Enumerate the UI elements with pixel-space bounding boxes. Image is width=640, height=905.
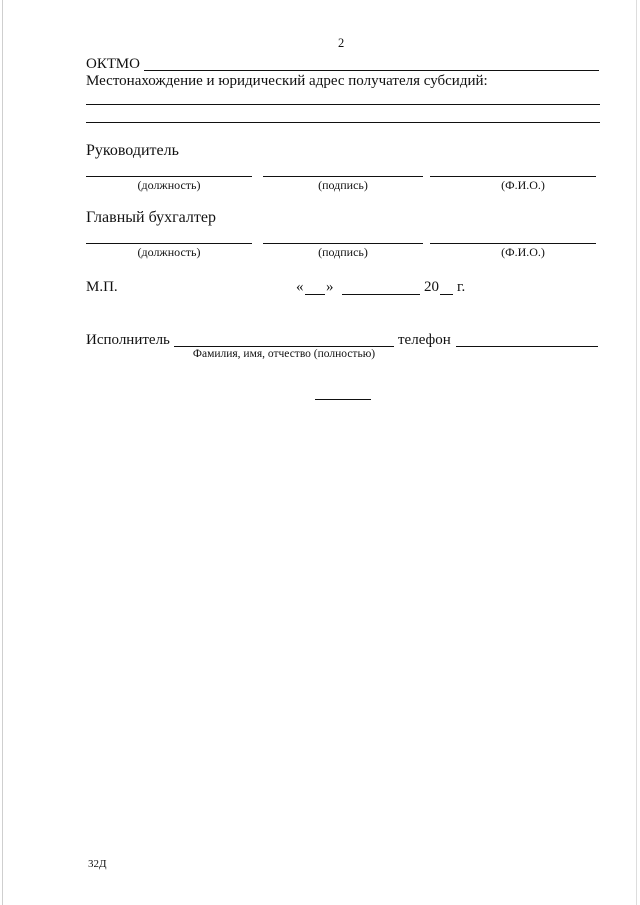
chief-accountant-name-caption: (Ф.И.О.) (501, 245, 545, 259)
chief-accountant-position-line (86, 243, 252, 244)
date-day-line (305, 294, 325, 295)
end-separator-line (315, 399, 371, 400)
head-name-line (430, 176, 596, 177)
footer-code: 32Д (88, 858, 107, 870)
chief-accountant-signature-caption: (подпись) (318, 245, 368, 259)
head-signature-line (263, 176, 423, 177)
head-position-caption: (должность) (137, 178, 201, 192)
phone-label: телефон (398, 332, 451, 348)
executor-label: Исполнитель (86, 332, 170, 348)
address-label: Местонахождение и юридический адрес получателя субсидий: (86, 73, 488, 89)
stamp-label: М.П. (86, 279, 118, 295)
date-year-prefix: 20 (424, 279, 439, 295)
oktmo-label: ОКТМО (86, 56, 140, 72)
page-number: 2 (338, 36, 345, 50)
head-signature-caption: (подпись) (318, 178, 368, 192)
date-year-suffix: г. (457, 279, 466, 295)
head-title: Руководитель (86, 142, 179, 159)
page-edge-left (2, 0, 3, 905)
date-close-quote: » (326, 279, 334, 295)
chief-accountant-name-line (430, 243, 596, 244)
address-line-2 (86, 122, 600, 123)
date-year-line (440, 294, 453, 295)
chief-accountant-signature-line (263, 243, 423, 244)
address-line-1 (86, 104, 600, 105)
chief-accountant-title: Главный бухгалтер (86, 209, 216, 226)
executor-name-line (174, 346, 394, 347)
date-month-line (342, 294, 420, 295)
executor-caption: Фамилия, имя, отчество (полностью) (192, 348, 376, 360)
oktmo-field-line (144, 70, 599, 71)
head-position-line (86, 176, 252, 177)
head-name-caption: (Ф.И.О.) (501, 178, 545, 192)
date-open-quote: « (296, 279, 304, 295)
phone-line (456, 346, 598, 347)
page-edge-right (636, 0, 637, 905)
chief-accountant-position-caption: (должность) (137, 245, 201, 259)
